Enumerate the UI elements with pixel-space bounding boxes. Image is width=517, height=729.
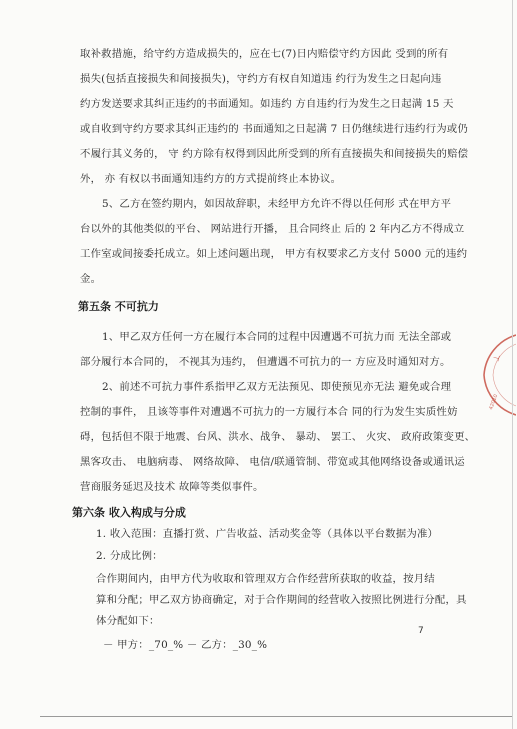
seal-fragment-icon [476, 330, 516, 420]
body-line: 营商服务延迟及技术 故障等类似事件。 [80, 481, 264, 493]
body-line: 2、前述不可抗力事件系指甲乙双方无法预见、即使预见亦无法 避免或合理 [102, 381, 452, 393]
body-line: 控制的事件， 且该等事件对遭遇不可抗力的一方履行本合 同的行为发生实质性妨 [80, 406, 458, 418]
body-line: 台以外的其他类似的平台、 网站进行开播， 且合同终止 后的 2 年内乙方不得成立 [80, 223, 465, 235]
body-line: 约方发送要求其纠正违约的书面通知。如违约 方自违约行为发生之日起满 15 天 [80, 98, 454, 110]
body-line: 损失(包括直接损失和间接损失)，守约方有权自知道违 约行为发生之日起向违 [80, 73, 442, 85]
body-line: 碍，包括但不限于地震、台风、洪水、战争、 暴动、 罢工、 火灾、 政府政策变更、 [80, 431, 476, 443]
body-line: 不履行其义务的， 守 约方除有权得到因此所受到的所有直接损失和间接损失的赔偿 [80, 148, 469, 160]
svg-text:⊥: ⊥ [491, 353, 502, 363]
body-line: 2. 分成比例： [96, 550, 163, 562]
body-line: 金。 [80, 273, 102, 285]
body-line: 1、甲乙双方任何一方在履行本合同的过程中因遭遇不可抗力而 无法全部或 [102, 331, 452, 343]
page-edge [512, 0, 513, 729]
body-line: 工作室或间接委托成立。如上述问题出现， 甲方有权要求乙方支付 5000 元的违约 [80, 248, 468, 260]
body-line: 合作期间内，由甲方代为收取和管理双方合作经营所获取的收益，按月结 [96, 573, 435, 585]
section-heading: 第五条 不可抗力 [78, 300, 159, 313]
body-line: 部分履行本合同的， 不视其为违约， 但遭遇不可抗力的一 方应及时通知对方。 [80, 356, 451, 368]
page-number: 7 [418, 626, 424, 636]
body-line: 或自收到守约方要求其纠正违约的 书面通知之日起满 7 日仍继续进行违约行为或仍 [80, 123, 468, 135]
seal-text: 42010 [488, 393, 500, 411]
body-line: 外， 亦 有权以书面通知违约方的方式提前终止本协议。 [80, 173, 342, 185]
body-line: 1. 收入范围：直播打赏、广告收益、活动奖金等（具体以平台数据为准） [96, 528, 439, 540]
body-line: 5、乙方在签约期内，如因故辞职，未经甲方允许不得以任何形 式在甲方平 [102, 198, 452, 210]
bottom-rule [40, 716, 512, 717]
body-line: 算和分配；甲乙双方协商确定，对于合作期间的经营收入按照比例进行分配，具 [96, 594, 467, 606]
body-line: 体分配如下： [96, 615, 160, 627]
section-heading: 第六条 收入构成与分成 [72, 506, 186, 519]
body-line: 黑客攻击、 电脑病毒、 网络故障、 电信/联通管制、带宽或其他网络设备或通讯运 [80, 456, 465, 468]
body-line: 取补救措施，给守约方造成损失的，应在七(7)日内赔偿守约方因此 受到的所有 [80, 48, 449, 60]
body-line: － 甲方：_70_% － 乙方：_30_% [103, 639, 268, 651]
